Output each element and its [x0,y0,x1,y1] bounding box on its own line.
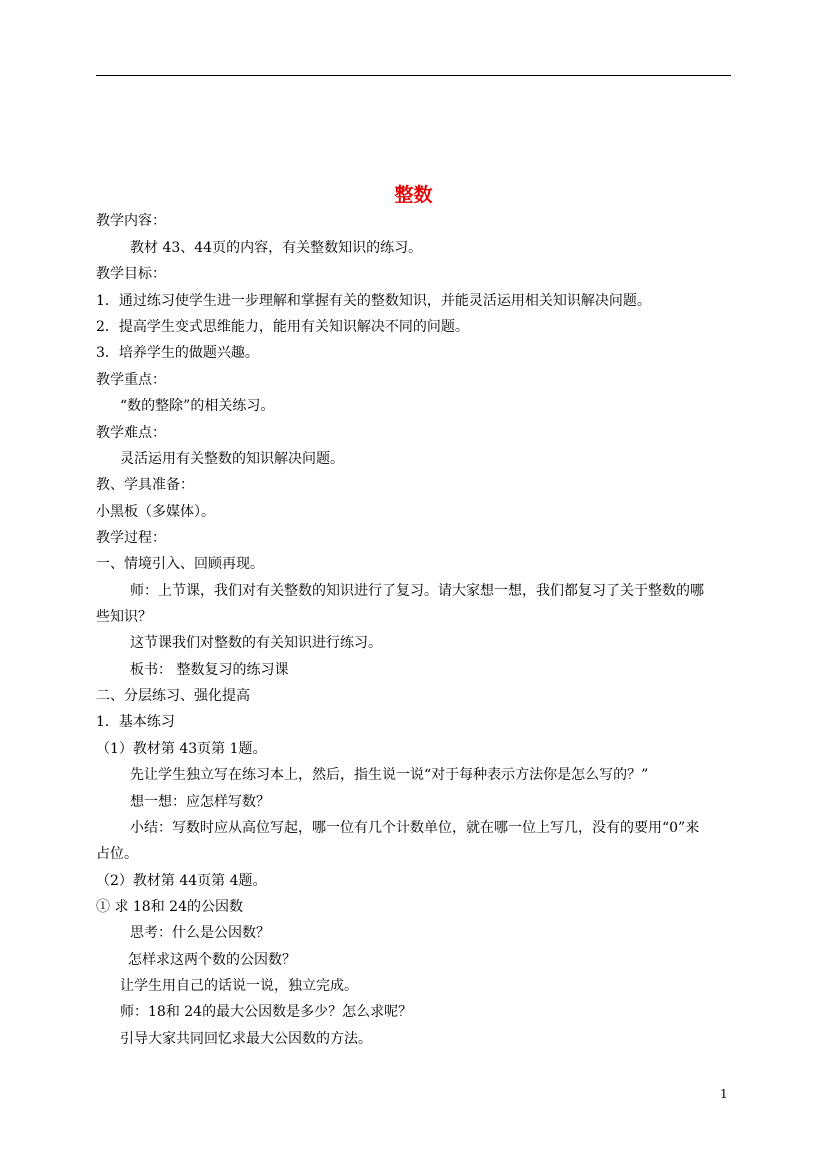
document-title: 整数 [394,184,433,206]
text-line: 1．基本练习 [96,714,175,730]
text-line: 二、分层练习、强化提高 [96,688,250,704]
text-line: 占位。 [96,846,138,862]
text-line: 思考：什么是公因数？ [130,925,270,941]
text-line: 引导大家共同回忆求最大公因数的方法。 [120,1031,372,1047]
text-line: 想一想：应怎样写数？ [130,794,270,810]
text-line: 师：18和 24的最大公因数是多少？怎么求呢？ [120,1004,413,1020]
header-rule [96,75,731,76]
text-line: 教学过程： [96,530,166,546]
text-line: 1．通过练习使学生进一步理解和掌握有关的整数知识，并能灵活运用相关知识解决问题。 [96,293,651,309]
text-line: 教学难点： [96,425,166,441]
page-number: 1 [720,1087,728,1101]
text-line: 教材 43、44页的内容，有关整数知识的练习。 [130,240,423,256]
text-line: 教、学具准备： [96,477,194,493]
text-line: 教学重点： [96,372,166,388]
text-line: 教学目标： [96,266,166,282]
text-line: 小黑板（多媒体）。 [96,504,215,520]
text-line: ① 求 18和 24的公因数 [96,899,243,915]
text-line: 3．培养学生的做题兴趣。 [96,345,259,361]
text-line: 小结：写数时应从高位写起，哪一位有几个计数单位，就在哪一位上写几，没有的要用“0”来 [130,820,700,836]
text-line: 师：上节课，我们对有关整数的知识进行了复习。请大家想一想，我们都复习了关于整数的哪 [130,583,704,599]
text-line: 灵活运用有关整数的知识解决问题。 [120,451,344,467]
text-line: 这节课我们对整数的有关知识进行练习。 [130,635,382,651]
text-line: （1）教材第 43页第 1题。 [96,741,267,757]
text-line: （2）教材第 44页第 4题。 [96,873,267,889]
text-line: 先让学生独立写在练习本上，然后，指生说一说“对于每种表示方法你是怎么写的？” [130,767,649,783]
text-line: 教学内容： [96,213,166,229]
text-line: 2．提高学生变式思维能力，能用有关知识解决不同的问题。 [96,319,469,335]
text-line: 让学生用自己的话说一说，独立完成。 [120,978,358,994]
text-line: 些知识？ [96,609,152,625]
text-line: 怎样求这两个数的公因数？ [128,952,296,968]
text-line: 一、情境引入、回顾再现。 [96,556,264,572]
text-line: “数的整除”的相关练习。 [120,398,275,414]
text-line: 板书： 整数复习的练习课 [130,662,289,678]
